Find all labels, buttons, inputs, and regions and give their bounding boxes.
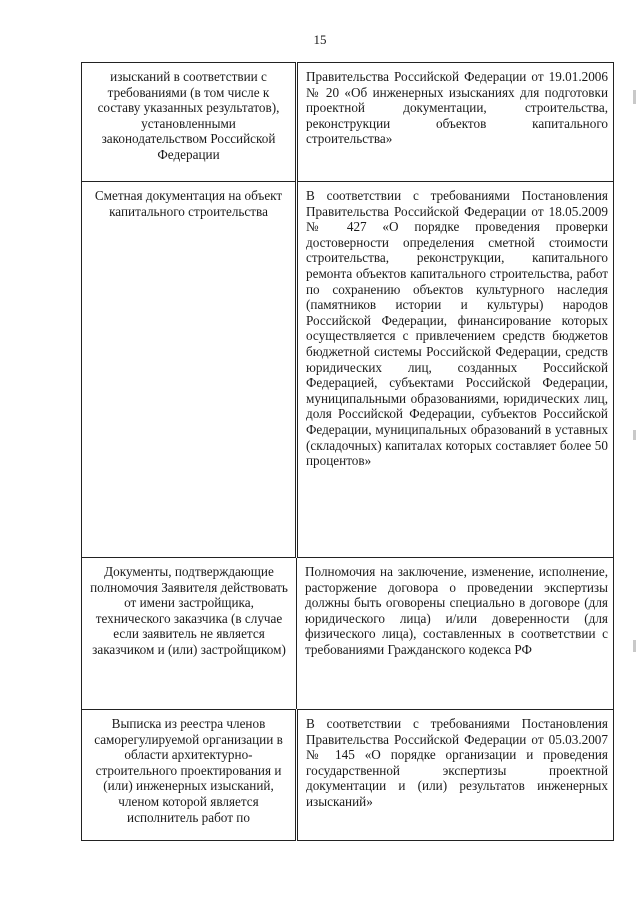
table-row xyxy=(82,182,614,558)
scan-artifact xyxy=(633,640,636,652)
table-row xyxy=(82,558,614,710)
requirement-cell: Полномочия на заключение, изменение, исполнение, расторжение договора о проведении экспертизы должны быть оговорены специально в договоре (для юридического лица) и/или доверенности (для физического лица), составленных в соответствии с требованиями Гражданского кодекса РФ xyxy=(297,558,614,710)
requirements-table xyxy=(81,62,614,841)
requirement-cell: Правительства Российской Федерации от 19.01.2006 № 20 «Об инженерных изысканиях для подготовки проектной документации, строительства, реконструкции объектов капитального строительства» xyxy=(297,63,614,182)
scan-artifact xyxy=(633,430,636,440)
document-name-cell: Сметная документация на объект капитального строительства xyxy=(82,182,297,558)
scan-artifact xyxy=(633,90,636,104)
table-row xyxy=(82,710,614,841)
table-row xyxy=(82,63,614,182)
document-name-cell: изысканий в соответствии с требованиями (в том числе к составу указанных результатов), установленными законодательством Российской Федерации xyxy=(82,63,297,182)
document-name-cell: Выписка из реестра членов саморегулируемой организации в области архитектурно-строительного проектирования и (или) инженерных изысканий, членом которой является исполнитель работ по xyxy=(82,710,297,841)
document-name-cell: Документы, подтверждающие полномочия Заявителя действовать от имени застройщика, технического заказчика (в случае если заявитель не является заказчиком и (или) застройщиком) xyxy=(82,558,297,710)
requirement-cell: В соответствии с требованиями Постановления Правительства Российской Федерации от 05.03.2007 № 145 «О порядке организации и проведения государственной экспертизы проектной документации и (или) результатов инженерных изысканий» xyxy=(297,710,614,841)
page-number: 15 xyxy=(313,32,327,47)
requirement-cell: В соответствии с требованиями Постановления Правительства Российской Федерации от 18.05.2009 № 427 «О порядке проведения проверки достоверности определения сметной стоимости строительства, реконструкции, капитального ремонта объектов капитального строительства, работ по сохранению объектов культурного наследия (памятников истории и культуры) народов Российской Федерации, финансирование которых осуществляется с привлечением средств бюджетов бюджетной системы Российской Федерации, средств юридических лиц, созданных Российской Федерацией, субъектами Российской Федерации, муниципальными образованиями, юридических лиц, доля Российской Федерации, субъектов Российской Федерации, муниципальных образований в уставных (складочных) капиталах которых составляет более 50 процентов» xyxy=(297,182,614,558)
